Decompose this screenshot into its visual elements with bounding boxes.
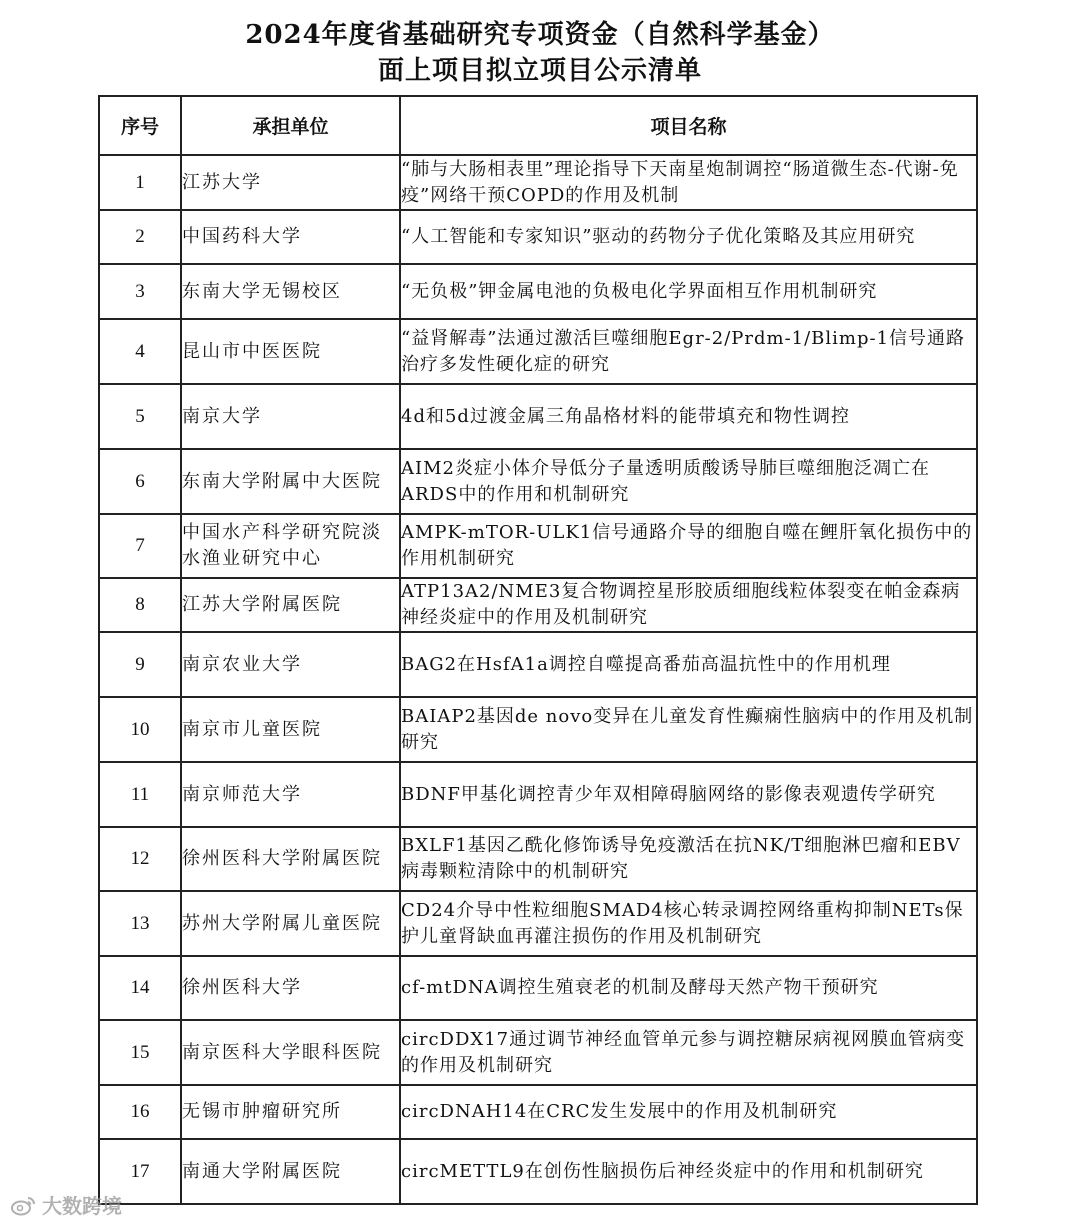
table-row — [99, 697, 977, 762]
table-row — [99, 264, 977, 319]
table-row — [99, 1020, 977, 1085]
cell-undertaking-unit: 无锡市肿瘤研究所 — [181, 1085, 400, 1139]
cell-project-name: BAG2在HsfA1a调控自噬提高番茄高温抗性中的作用机理 — [400, 632, 977, 697]
project-list-table — [98, 95, 978, 1205]
page-title-line2: 面上项目拟立项目公示清单 — [377, 56, 702, 86]
cell-serial-number: 13 — [99, 891, 181, 956]
cell-serial-number: 4 — [99, 319, 181, 384]
table-row — [99, 514, 977, 578]
header-serial-number: 序号 — [99, 96, 181, 155]
table-row — [99, 1085, 977, 1139]
cell-project-name: circDDX17通过调节神经血管单元参与调控糖尿病视网膜血管病变的作用及机制研究 — [400, 1020, 977, 1085]
cell-project-name: CD24介导中性粒细胞SMAD4核心转录调控网络重构抑制NETs保护儿童肾缺血再灌注损伤的作用及机制研究 — [400, 891, 977, 956]
header-undertaking-unit: 承担单位 — [181, 96, 400, 155]
cell-undertaking-unit: 南京师范大学 — [181, 762, 400, 827]
cell-undertaking-unit: 南京农业大学 — [181, 632, 400, 697]
cell-serial-number: 15 — [99, 1020, 181, 1085]
cell-project-name: “人工智能和专家知识”驱动的药物分子优化策略及其应用研究 — [400, 210, 977, 264]
watermark — [10, 1190, 122, 1219]
table-row — [99, 319, 977, 384]
cell-undertaking-unit: 苏州大学附属儿童医院 — [181, 891, 400, 956]
cell-serial-number: 2 — [99, 210, 181, 264]
table-row — [99, 210, 977, 264]
cell-project-name: AIM2炎症小体介导低分子量透明质酸诱导肺巨噬细胞泛凋亡在ARDS中的作用和机制研究 — [400, 449, 977, 514]
table-header-row — [99, 96, 977, 155]
cell-project-name: BXLF1基因乙酰化修饰诱导免疫激活在抗NK/T细胞淋巴瘤和EBV病毒颗粒清除中的机制研究 — [400, 827, 977, 891]
cell-project-name: ATP13A2/NME3复合物调控星形胶质细胞线粒体裂变在帕金森病神经炎症中的作用及机制研究 — [400, 578, 977, 632]
cell-serial-number: 5 — [99, 384, 181, 449]
cell-undertaking-unit: 南京医科大学眼科医院 — [181, 1020, 400, 1085]
cell-undertaking-unit: 南京大学 — [181, 384, 400, 449]
cell-undertaking-unit: 徐州医科大学 — [181, 956, 400, 1020]
table-body — [99, 155, 977, 1204]
cell-project-name: “无负极”钾金属电池的负极电化学界面相互作用机制研究 — [400, 264, 977, 319]
cell-serial-number: 14 — [99, 956, 181, 1020]
watermark-text: 大数跨境 — [42, 1194, 122, 1218]
table-row — [99, 762, 977, 827]
cell-serial-number: 16 — [99, 1085, 181, 1139]
cell-project-name: BDNF甲基化调控青少年双相障碍脑网络的影像表观遗传学研究 — [400, 762, 977, 827]
cell-project-name: circDNAH14在CRC发生发展中的作用及机制研究 — [400, 1085, 977, 1139]
cell-undertaking-unit: 中国药科大学 — [181, 210, 400, 264]
cell-undertaking-unit: 江苏大学附属医院 — [181, 578, 400, 632]
cell-undertaking-unit: 南京市儿童医院 — [181, 697, 400, 762]
cell-serial-number: 7 — [99, 514, 181, 578]
cell-serial-number: 9 — [99, 632, 181, 697]
cell-project-name: 4d和5d过渡金属三角晶格材料的能带填充和物性调控 — [400, 384, 977, 449]
table-row — [99, 1139, 977, 1204]
cell-serial-number: 8 — [99, 578, 181, 632]
cell-serial-number: 10 — [99, 697, 181, 762]
table-row — [99, 449, 977, 514]
cell-serial-number: 11 — [99, 762, 181, 827]
cell-serial-number: 3 — [99, 264, 181, 319]
weibo-logo-icon — [10, 1194, 38, 1216]
cell-serial-number: 1 — [99, 155, 181, 210]
cell-undertaking-unit: 徐州医科大学附属医院 — [181, 827, 400, 891]
cell-project-name: “益肾解毒”法通过激活巨噬细胞Egr-2/Prdm-1/Blimp-1信号通路治疗多发性硬化症的研究 — [400, 319, 977, 384]
table-row — [99, 956, 977, 1020]
cell-project-name: AMPK-mTOR-ULK1信号通路介导的细胞自噬在鲤肝氧化损伤中的作用机制研究 — [400, 514, 977, 578]
cell-serial-number: 17 — [99, 1139, 181, 1204]
cell-project-name: “肺与大肠相表里”理论指导下天南星炮制调控“肠道微生态-代谢-免疫”网络干预COPD的作用及机制 — [400, 155, 977, 210]
cell-undertaking-unit: 东南大学附属中大医院 — [181, 449, 400, 514]
table-row — [99, 891, 977, 956]
table-row — [99, 827, 977, 891]
cell-project-name: cf-mtDNA调控生殖衰老的机制及酵母天然产物干预研究 — [400, 956, 977, 1020]
cell-serial-number: 6 — [99, 449, 181, 514]
cell-undertaking-unit: 东南大学无锡校区 — [181, 264, 400, 319]
table-row — [99, 578, 977, 632]
cell-project-name: BAIAP2基因de novo变异在儿童发育性癫痫性脑病中的作用及机制研究 — [400, 697, 977, 762]
cell-serial-number: 12 — [99, 827, 181, 891]
cell-undertaking-unit: 昆山市中医医院 — [181, 319, 400, 384]
table-row — [99, 155, 977, 210]
cell-undertaking-unit: 江苏大学 — [181, 155, 400, 210]
cell-undertaking-unit: 南通大学附属医院 — [181, 1139, 400, 1204]
page-title-line1: 2024年度省基础研究专项资金（自然科学基金） — [245, 20, 835, 50]
table-row — [99, 384, 977, 449]
table-row — [99, 632, 977, 697]
header-project-name: 项目名称 — [400, 96, 977, 155]
cell-undertaking-unit: 中国水产科学研究院淡水渔业研究中心 — [181, 514, 400, 578]
cell-project-name: circMETTL9在创伤性脑损伤后神经炎症中的作用和机制研究 — [400, 1139, 977, 1204]
